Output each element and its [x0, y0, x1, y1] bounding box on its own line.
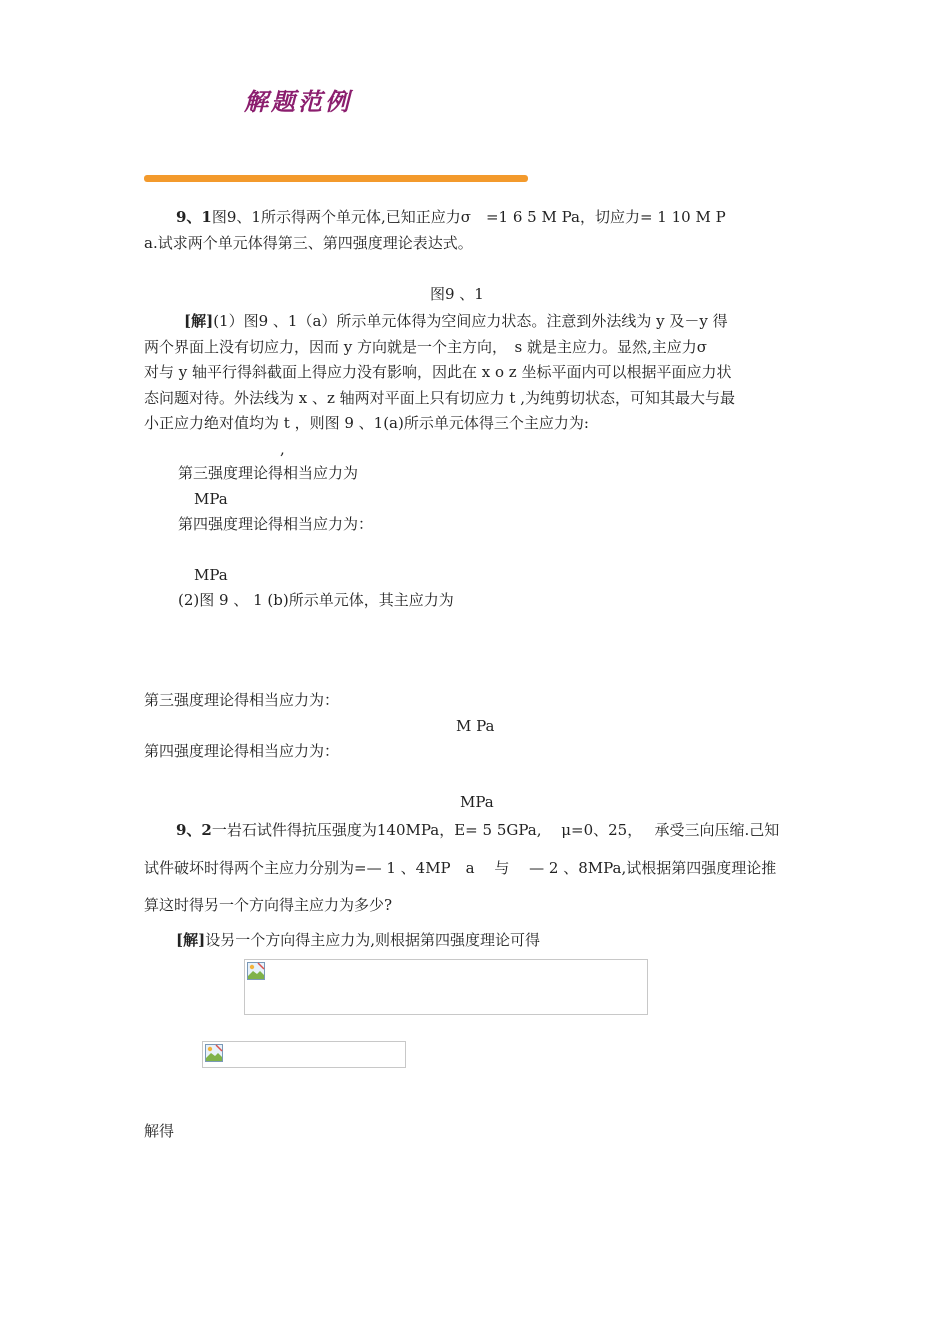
third-theory-label: 第三强度理论得相当应力为 — [178, 464, 359, 482]
page-title: 解题范例 — [244, 87, 352, 116]
problem-9-1-line2: a.试求两个单元体得第三、第四强度理论表达式。 — [144, 234, 473, 252]
problem-9-1-line1 — [176, 205, 726, 230]
title-divider — [144, 175, 528, 182]
unit-mpa: M Pa — [456, 717, 495, 735]
problem-text: 图9、1所示得两个单元体,已知正应力σ =1 6 5 M Pa，切应力= 1 10 M P — [211, 208, 726, 226]
broken-image-icon — [247, 962, 265, 980]
solution-line5: 小正应力绝对值均为 t ，则图 9 、1(a)所示单元体得三个主应力为: — [144, 414, 589, 432]
problem-text: 一岩石试件得抗压强度为140MPa，E= 5 5GPa, μ=0、25， 承受三向压缩.己知 — [211, 821, 780, 839]
problem-9-2-line2: 试件破坏时得两个主应力分别为=— 1 、4MP a 与 — 2 、8MPa,试根据第四强度理论推 — [144, 859, 777, 877]
unit-mpa: MPa — [460, 793, 494, 811]
fourth-theory-label-b: 第四强度理论得相当应力为： — [144, 742, 340, 760]
fourth-theory-label: 第四强度理论得相当应力为： — [178, 515, 374, 533]
part-2-text: (2)图 9 、 1 (b)所示单元体，其主应力为 — [178, 591, 454, 609]
broken-image-icon — [205, 1044, 223, 1062]
result-label: 解得 — [144, 1122, 175, 1140]
problem-number: 9、1 — [176, 208, 212, 226]
unit-mpa: MPa — [194, 490, 228, 508]
problem-9-2-line1 — [176, 818, 779, 843]
solution-tag: [解] — [176, 931, 206, 949]
problem-number: 9、2 — [176, 821, 212, 839]
solution-line1 — [184, 309, 728, 334]
solution-tag: [解] — [184, 312, 214, 330]
formula-image-placeholder — [244, 959, 648, 1015]
problem-9-2-line3: 算这时得另一个方向得主应力为多少? — [144, 896, 393, 914]
formula-image-placeholder — [202, 1041, 406, 1068]
figure-caption: 图9 、1 — [430, 285, 484, 303]
solution-line3: 对与 y 轴平行得斜截面上得应力没有影响，因此在 x o z 坐标平面内可以根据平面应力状 — [144, 363, 732, 381]
solution-text: 设另一个方向得主应力为,则根据第四强度理论可得 — [205, 931, 540, 949]
solution-line4: 态问题对待。外法线为 x 、z 轴两对平面上只有切应力 t ,为纯剪切状态，可知其最大与最 — [144, 389, 736, 407]
unit-mpa: MPa — [194, 566, 228, 584]
solution-2-line — [176, 928, 540, 953]
solution-line2: 两个界面上没有切应力，因而 y 方向就是一个主方向， s 就是主应力。显然,主应力σ — [144, 338, 707, 356]
third-theory-label-b: 第三强度理论得相当应力为： — [144, 691, 340, 709]
solution-text: (1）图9 、1（a）所示单元体得为空间应力状态。注意到外法线为 y 及－y 得 — [213, 312, 728, 330]
formula-comma: , — [280, 440, 285, 458]
